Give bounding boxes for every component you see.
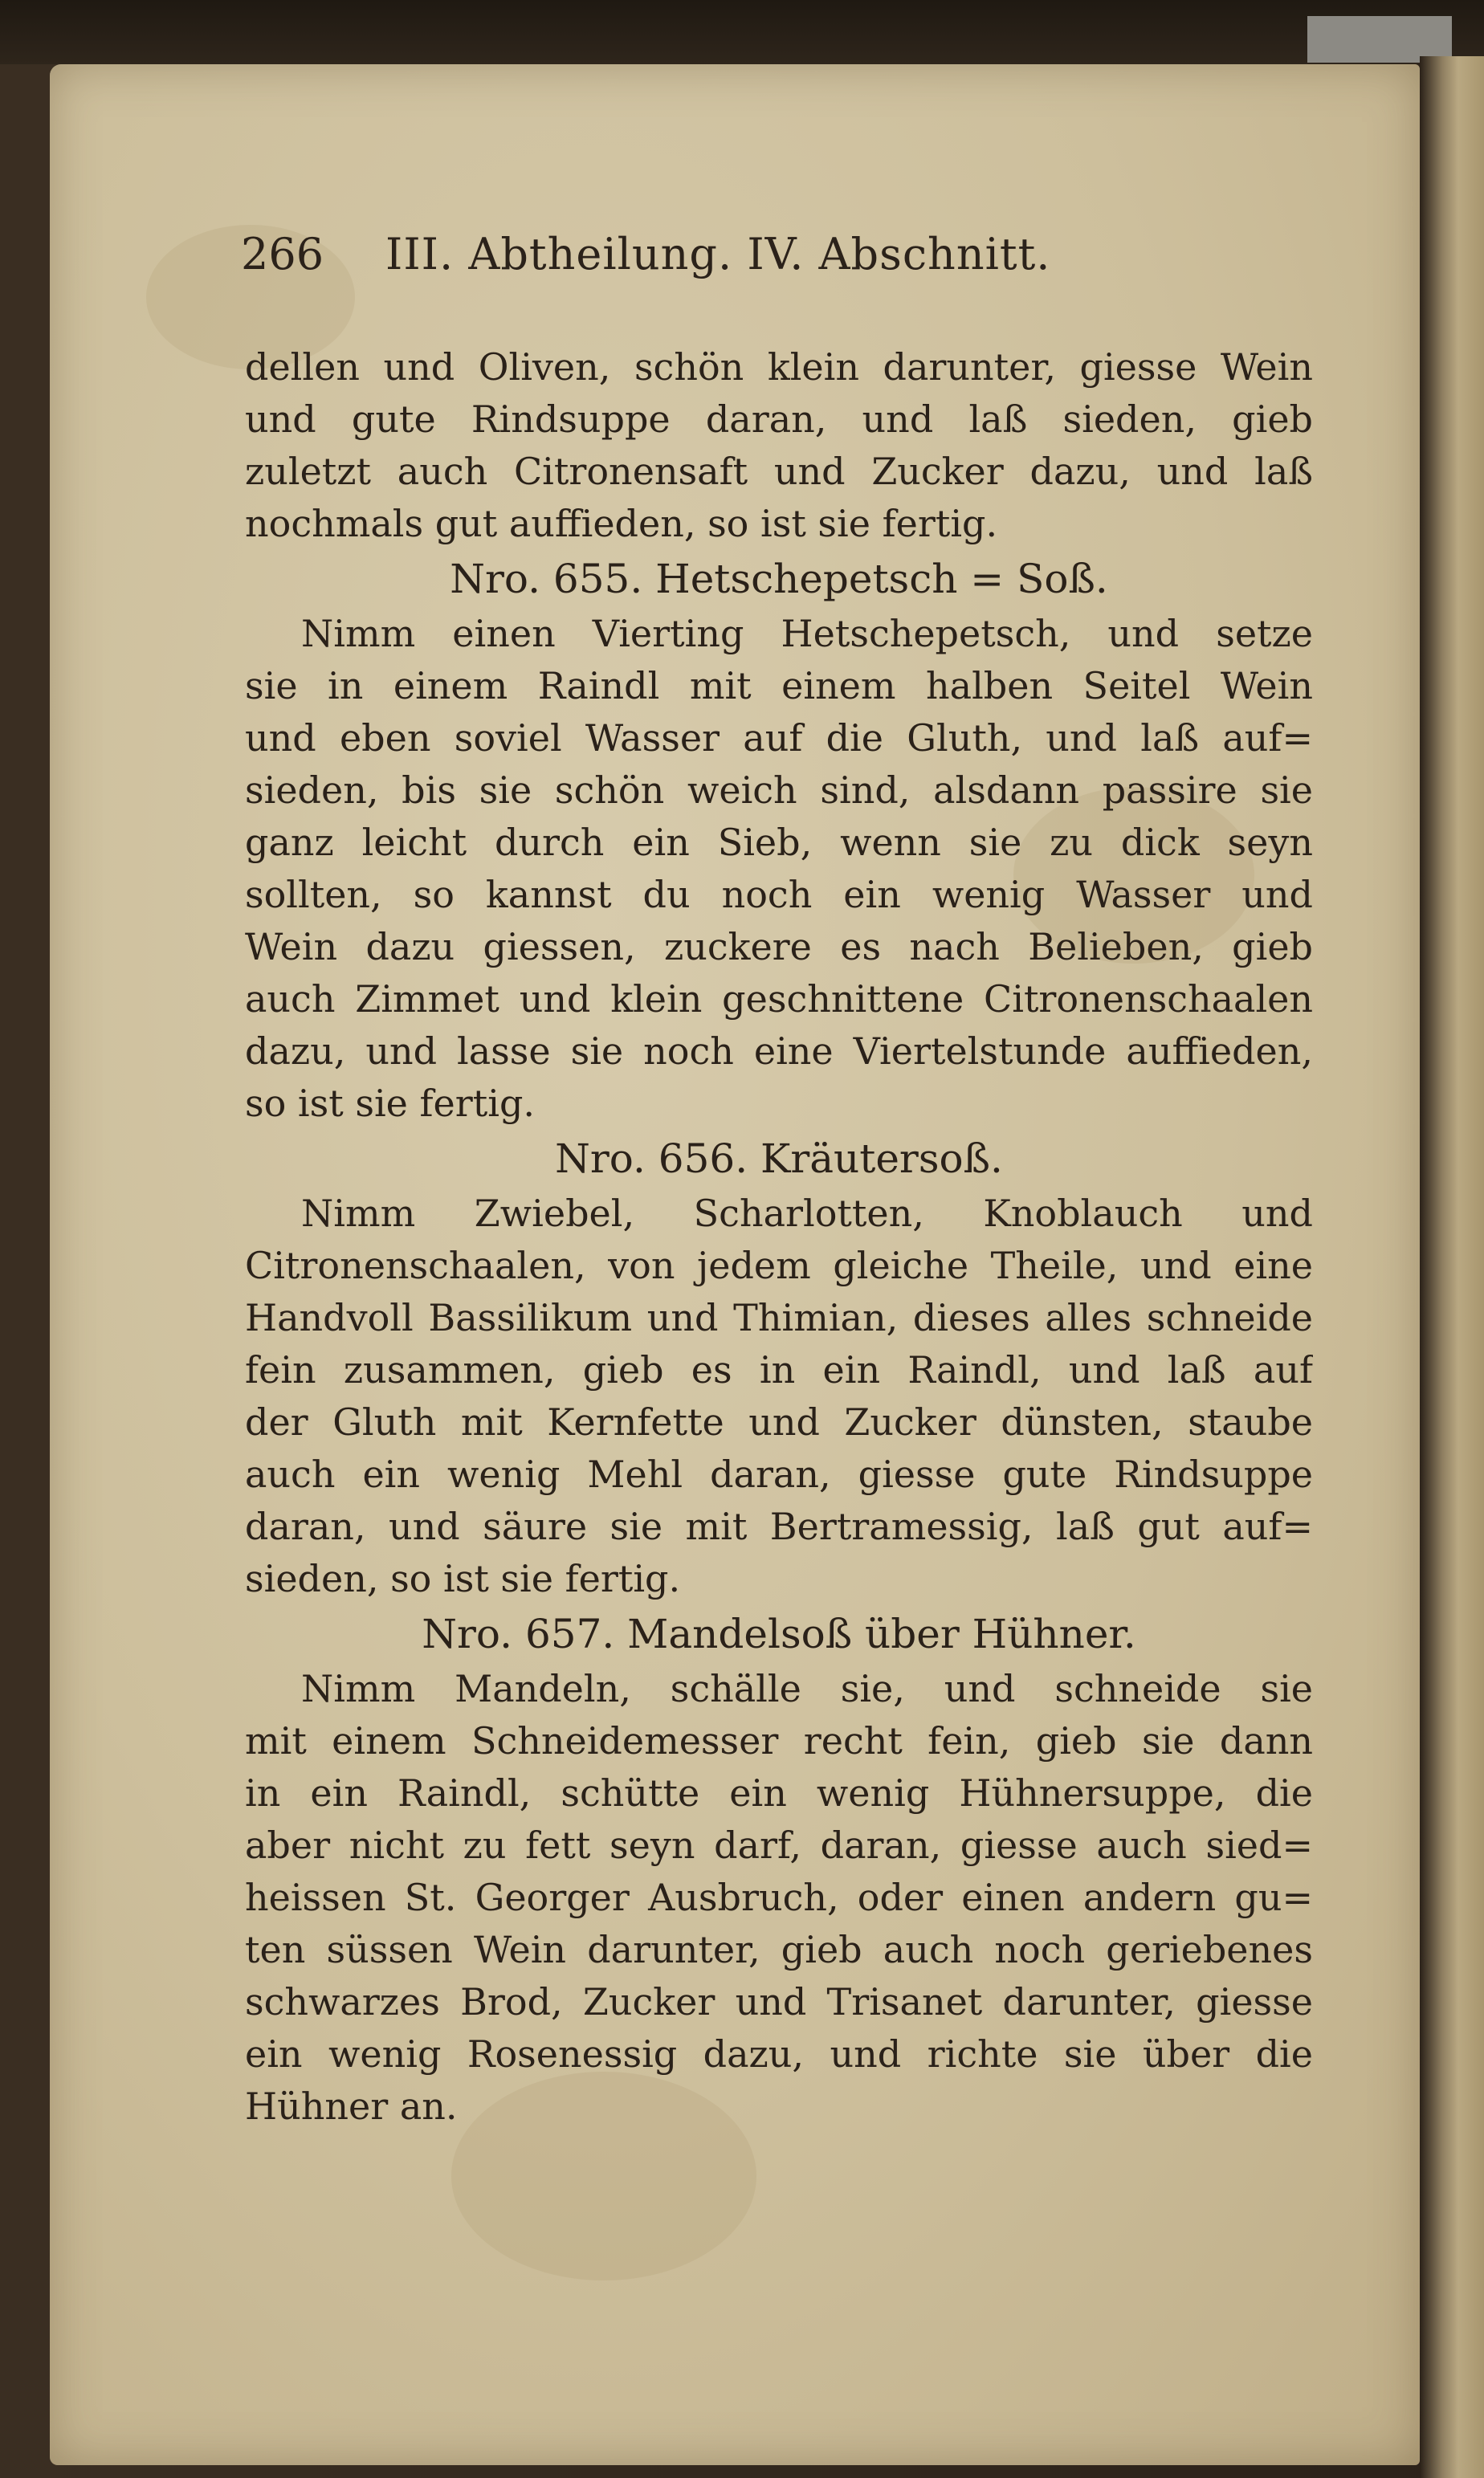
text-line: Nimm Mandeln, schälle sie, und schneide sie (301, 1667, 1313, 1710)
scan-top-border (0, 0, 1484, 64)
text-line: der Gluth mit Kernfette und Zucker dünsten, staube (245, 1400, 1313, 1444)
text-line: sieden, so ist sie fertig. (245, 1557, 681, 1600)
recipe-heading-657: Nro. 657. Mandelsoß über Hühner. (422, 1611, 1136, 1657)
text-line: zuletzt auch Citronensaft und Zucker dazu, und laß (245, 450, 1313, 493)
text-line: heissen St. Georger Ausbruch, oder einen andern gu= (245, 1876, 1313, 1919)
text-line: nochmals gut auffieden, so ist sie fertig. (245, 502, 998, 545)
text-line: und gute Rindsuppe daran, und laß sieden, gieb (245, 397, 1313, 441)
text-line: daran, und säure sie mit Bertramessig, laß gut auf= (245, 1505, 1313, 1548)
text-line: Handvoll Bassilikum und Thimian, dieses alles schneide (245, 1296, 1313, 1339)
text-line: sieden, bis sie schön weich sind, alsdann passire sie (245, 768, 1313, 812)
text-line: Nimm einen Vierting Hetschepetsch, und setze (301, 612, 1313, 655)
page-number: 266 (241, 229, 324, 279)
text-line: fein zusammen, gieb es in ein Raindl, und laß auf (245, 1348, 1313, 1392)
text-line: aber nicht zu fett seyn darf, daran, giesse auch sied= (245, 1824, 1313, 1867)
text-line: sollten, so kannst du noch ein wenig Wasser und (245, 873, 1313, 916)
text-line: so ist sie fertig. (245, 1082, 536, 1125)
body-text (245, 341, 1313, 2133)
text-line: mit einem Schneidemesser recht fein, gieb sie dann (245, 1719, 1313, 1763)
book-page-edge (1420, 56, 1484, 2478)
recipe-heading-655: Nro. 655. Hetschepetsch = Soß. (450, 556, 1108, 602)
text-line: und eben soviel Wasser auf die Gluth, und laß auf= (245, 716, 1313, 760)
text-line: in ein Raindl, schütte ein wenig Hühnersuppe, die (245, 1771, 1313, 1815)
text-line: dazu, und lasse sie noch eine Viertelstunde auffieden, (245, 1029, 1313, 1073)
text-line: Wein dazu giessen, zuckere es nach Belieben, gieb (245, 925, 1313, 968)
text-line: sie in einem Raindl mit einem halben Seitel Wein (245, 664, 1313, 707)
text-line: Citronenschaalen, von jedem gleiche Theile, und eine (245, 1244, 1313, 1287)
text-line: schwarzes Brod, Zucker und Trisanet darunter, giesse (245, 1980, 1313, 2024)
text-line: ten süssen Wein darunter, gieb auch noch geriebenes (245, 1928, 1313, 1971)
page-header (241, 229, 1156, 293)
text-line: Hühner an. (245, 2085, 458, 2128)
text-line: dellen und Oliven, schön klein darunter, giesse Wein (245, 345, 1313, 389)
text-line: auch Zimmet und klein geschnittene Citronenschaalen (245, 977, 1313, 1021)
text-line: auch ein wenig Mehl daran, giesse gute Rindsuppe (245, 1453, 1313, 1496)
text-line: Nimm Zwiebel, Scharlotten, Knoblauch und (301, 1192, 1313, 1235)
running-title: III. Abtheilung. IV. Abschnitt. (385, 229, 1051, 279)
recipe-heading-656: Nro. 656. Kräutersoß. (555, 1135, 1003, 1182)
text-line: ganz leicht durch ein Sieb, wenn sie zu dick seyn (245, 821, 1313, 864)
text-line: ein wenig Rosenessig dazu, und richte sie über die (245, 2032, 1313, 2076)
